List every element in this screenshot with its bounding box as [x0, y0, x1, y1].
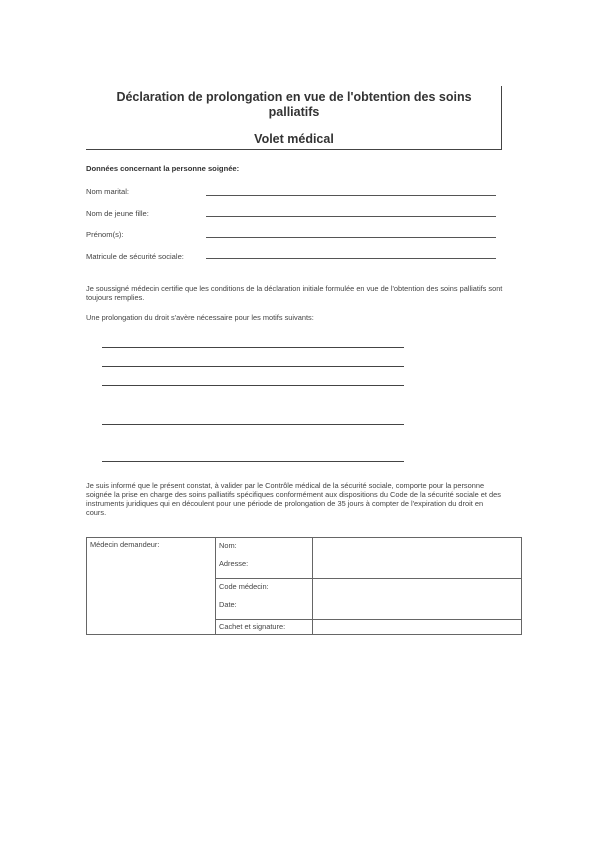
married-name-label: Nom marital: [86, 187, 130, 196]
header-box [86, 86, 502, 150]
name-label: Nom: [219, 541, 237, 550]
stamp-signature-value-cell[interactable] [313, 620, 522, 635]
first-name-field[interactable] [206, 237, 496, 238]
extension-reasons-intro: Une prolongation du droit s'avère nécessaire pour les motifs suivants: [86, 313, 314, 322]
reason-line-5[interactable] [102, 461, 404, 462]
doctor-code-date-value-cell[interactable] [313, 579, 522, 620]
address-label: Adresse: [219, 559, 249, 568]
document-title-line-1: Déclaration de prolongation en vue de l'obtention des soins [116, 90, 472, 104]
maiden-name-field[interactable] [206, 216, 496, 217]
certification-paragraph: Je soussigné médecin certifie que les conditions de la déclaration initiale formulée en vue de l'obtention des soins palliatifs sont toujours remplies. [86, 284, 503, 302]
name-address-value-cell[interactable] [313, 538, 522, 579]
requesting-doctor-cell [87, 538, 216, 635]
document-title [86, 90, 502, 120]
name-address-label-cell [216, 538, 313, 579]
stamp-signature-label-cell [216, 620, 313, 635]
reason-line-1[interactable] [102, 347, 404, 348]
married-name-field[interactable] [206, 195, 496, 196]
reason-line-3[interactable] [102, 385, 404, 386]
stamp-signature-label: Cachet et signature: [219, 622, 286, 631]
reason-line-2[interactable] [102, 366, 404, 367]
social-security-number-label: Matricule de sécurité sociale: [86, 252, 184, 261]
doctor-code-label: Code médecin: [219, 582, 269, 591]
document-subtitle: Volet médical [254, 132, 334, 146]
document-title-line-2: palliatifs [268, 105, 320, 119]
social-security-number-field[interactable] [206, 258, 496, 259]
first-name-label: Prénom(s): [86, 230, 124, 239]
date-label: Date: [219, 600, 237, 609]
maiden-name-label: Nom de jeune fille: [86, 209, 149, 218]
patient-section-heading: Données concernant la personne soignée: [86, 164, 240, 173]
information-paragraph: Je suis informé que le présent constat, à valider par le Contrôle médical de la sécurité sociale, comporte pour la personne soignée la prise en charge des soins palliatifs spécifiques conformément aux dispositions du Code de la sécurité sociale et des instruments juridiques qui en découlent pour une période de prolongation de 35 jours à compter de l'expiration du droit en cours. [86, 481, 501, 517]
signature-table [86, 537, 522, 635]
reason-line-4[interactable] [102, 424, 404, 425]
requesting-doctor-label: Médecin demandeur: [90, 540, 160, 549]
doctor-code-date-label-cell [216, 579, 313, 620]
